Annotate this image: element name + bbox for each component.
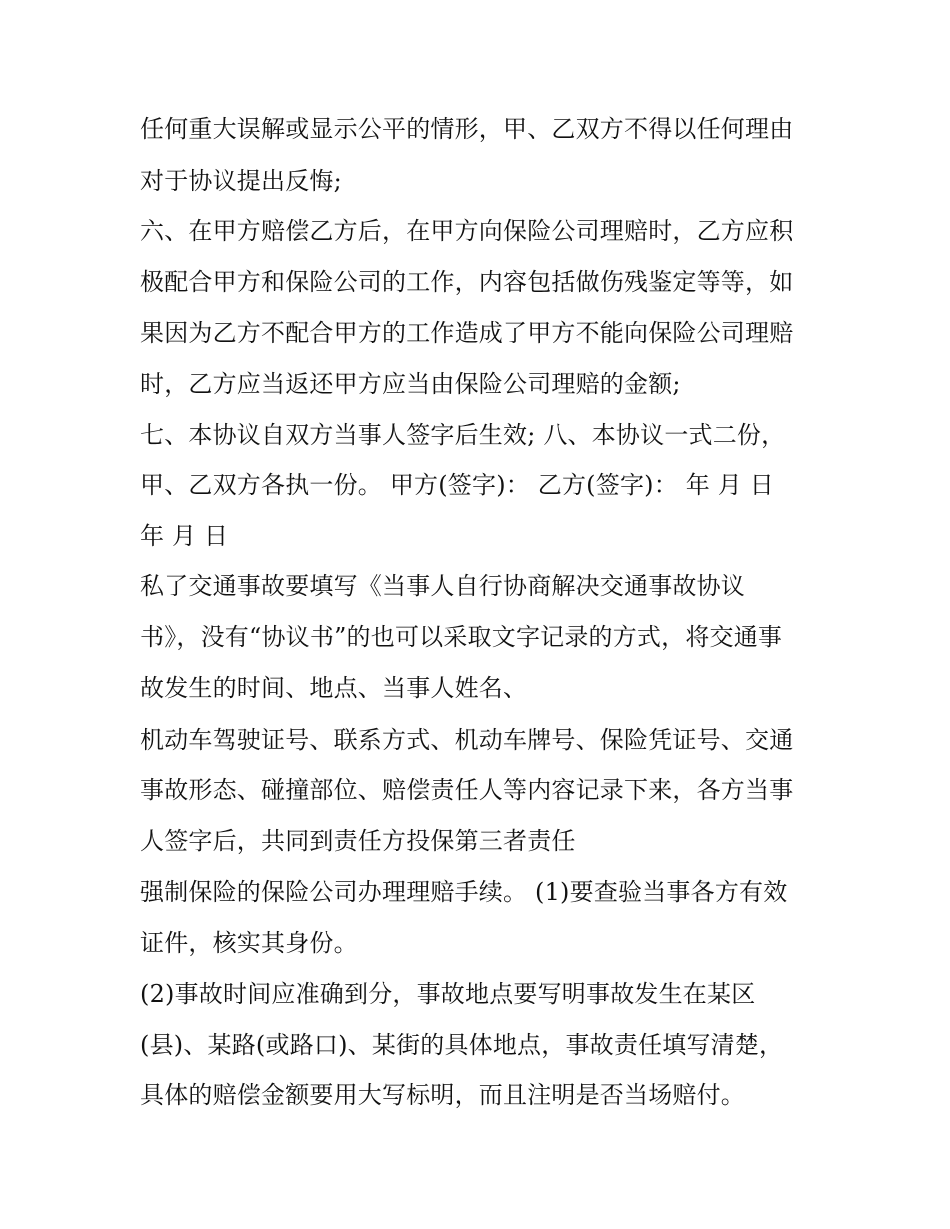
text-line: 极配合甲方和保险公司的工作，内容包括做伤残鉴定等等，如 <box>140 268 794 296</box>
text-line: 六、在甲方赔偿乙方后，在甲方向保险公司理赔时，乙方应积 <box>140 217 794 245</box>
text-line: 果因为乙方不配合甲方的工作造成了甲方不能向保险公司理赔 <box>140 319 794 347</box>
text-line: 时，乙方应当返还甲方应当由保险公司理赔的金额; <box>140 370 681 398</box>
text-line: 书》，没有“协议书”的也可以采取文字记录的方式，将交通事 <box>140 623 783 651</box>
text-line: 人签字后，共同到责任方投保第三者责任 <box>140 827 576 855</box>
text-line: 证件，核实其身份。 <box>140 929 358 957</box>
text-line: (2)事故时间应准确到分，事故地点要写明事故发生在某区 <box>140 980 756 1008</box>
text-line: 甲、乙双方各执一份。 甲方(签字)： 乙方(签字)： 年 月 日 <box>140 471 774 499</box>
text-line: 对于协议提出反悔; <box>140 167 342 195</box>
text-line: 具体的赔偿金额要用大写标明，而且注明是否当场赔付。 <box>140 1081 745 1109</box>
text-line: 私了交通事故要填写《当事人自行协商解决交通事故协议 <box>140 572 745 600</box>
text-line: (县)、某路(或路口)、某街的具体地点，事故责任填写清楚， <box>140 1031 784 1059</box>
text-line: 强制保险的保险公司办理理赔手续。 (1)要查验当事各方有效 <box>140 878 788 906</box>
text-line: 故发生的时间、地点、当事人姓名、 <box>140 674 528 702</box>
text-line: 七、本协议自双方当事人签字后生效; 八、本协议一式二份， <box>140 421 786 449</box>
text-line: 年 月 日 <box>140 522 229 550</box>
text-line: 事故形态、碰撞部位、赔偿责任人等内容记录下来，各方当事 <box>140 776 794 804</box>
text-line: 任何重大误解或显示公平的情形，甲、乙双方不得以任何理由 <box>140 115 794 143</box>
text-line: 机动车驾驶证号、联系方式、机动车牌号、保险凭证号、交通 <box>140 726 794 754</box>
